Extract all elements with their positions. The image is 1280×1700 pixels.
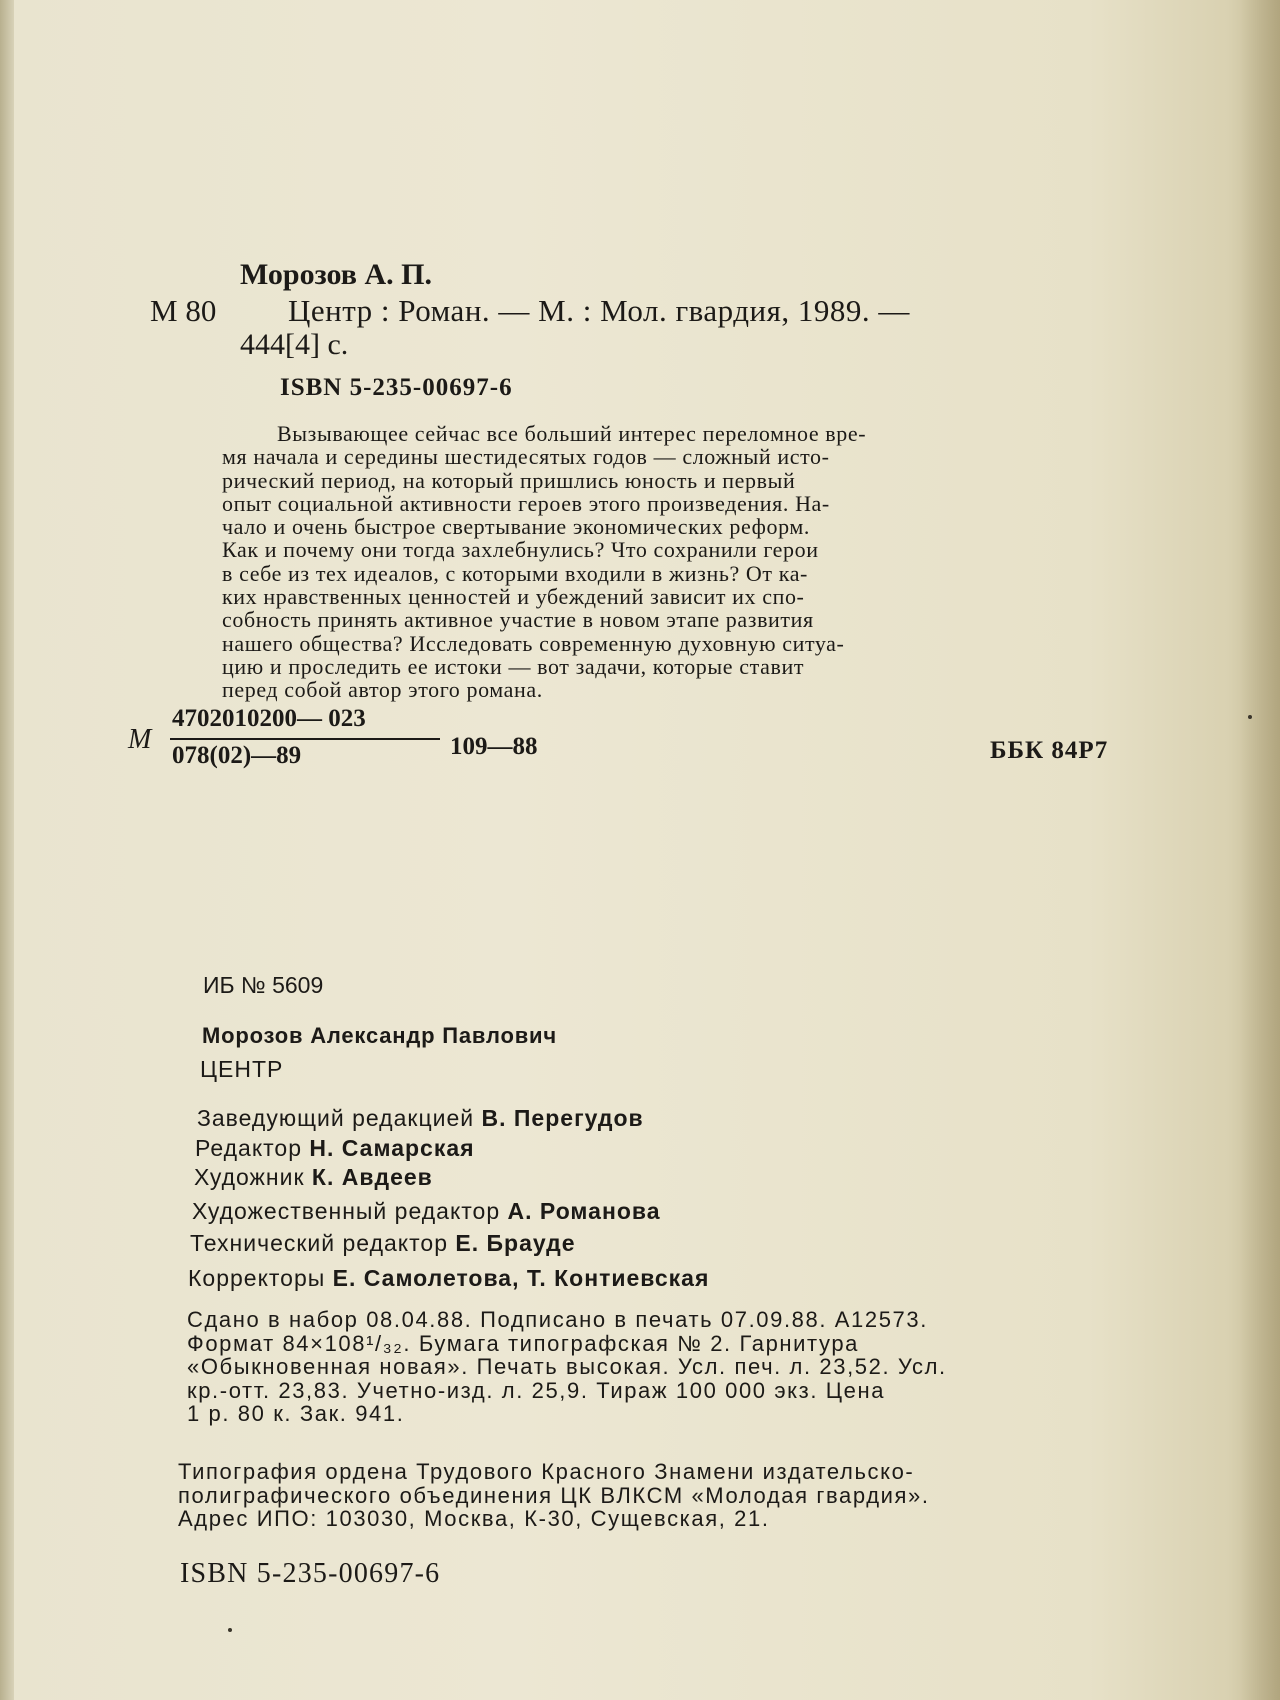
credit-line	[190, 1230, 576, 1257]
annotation-line: нашего общества? Исследовать современную духовную ситуа-	[222, 630, 845, 656]
imprint-line: кр.-отт. 23,83. Учетно-изд. л. 25,9. Тираж 100 000 экз. Цена	[187, 1377, 886, 1403]
annotation-line: в себе из тех идеалов, с которыми входили в жизнь? От ка-	[222, 560, 808, 586]
classification-letter: М	[128, 724, 152, 755]
credit-line	[192, 1198, 661, 1225]
credit-name: В. Перегудов	[481, 1105, 644, 1131]
credit-role: Технический редактор	[190, 1230, 448, 1256]
classification-code: 109—88	[450, 733, 538, 760]
page-spine-shadow	[0, 0, 14, 1700]
paper-speck	[1248, 715, 1252, 719]
credit-name: Е. Брауде	[455, 1230, 576, 1256]
credit-line	[194, 1164, 433, 1191]
printer-block	[178, 1460, 1168, 1531]
credit-name: К. Авдеев	[311, 1164, 433, 1190]
annotation-line: перед собой автор этого романа.	[222, 677, 543, 703]
annotation-line: опыт социальной активности героев этого произведения. На-	[222, 490, 830, 516]
credit-line	[197, 1105, 644, 1132]
credit-name: Н. Самарская	[309, 1135, 475, 1161]
bibliographic-title-line: Центр : Роман. — М. : Мол. гвардия, 1989. —	[288, 293, 910, 328]
credit-name: Е. Самолетова, Т. Контиевская	[332, 1265, 710, 1291]
page-count: 444[4] с.	[240, 328, 349, 361]
author-full-name: Морозов Александр Павлович	[202, 1023, 557, 1048]
isbn-bottom: ISBN 5-235-00697-6	[180, 1558, 441, 1589]
ib-number: ИБ № 5609	[203, 972, 324, 998]
annotation-line: Вызывающее сейчас все больший интерес переломное вре-	[277, 421, 867, 446]
imprint-line: «Обыкновенная новая». Печать высокая. Усл. печ. л. 23,52. Усл.	[187, 1354, 947, 1379]
credit-role: Художественный редактор	[192, 1198, 501, 1224]
credit-name: А. Романова	[507, 1198, 661, 1224]
author-name: Морозов А. П.	[240, 258, 432, 291]
isbn-top: ISBN 5-235-00697-6	[280, 374, 513, 401]
annotation-line: ких нравственных ценностей и убеждений зависит их спо-	[222, 584, 805, 610]
book-title: ЦЕНТР	[200, 1056, 284, 1082]
paper-speck	[228, 1628, 232, 1632]
page-edge-shadow	[1240, 0, 1280, 1700]
annotation-line: цию и проследить ее истоки — вот задачи, которые ставит	[222, 653, 805, 679]
classification-denominator: 078(02)—89	[172, 742, 302, 769]
annotation-line: собность принять активное участие в новом этапе развития	[222, 607, 814, 633]
credit-role: Редактор	[195, 1135, 303, 1161]
credit-role: Художник	[194, 1164, 305, 1190]
catalog-index: М 80	[150, 293, 217, 328]
imprint-line: Сдано в набор 08.04.88. Подписано в печать 07.09.88. А12573.	[187, 1307, 928, 1332]
credit-role: Заведующий редакцией	[197, 1105, 475, 1131]
annotation-line: Как и почему они тогда захлебнулись? Что сохранили герои	[222, 537, 819, 563]
imprint-line: Формат 84×108¹/₃₂. Бумага типографская № 2. Гарнитура	[187, 1330, 859, 1356]
annotation-paragraph	[222, 422, 1132, 702]
credit-line	[188, 1265, 709, 1292]
printer-line: полиграфического объединения ЦК ВЛКСМ «Молодая гвардия».	[178, 1482, 930, 1508]
annotation-line: чало и очень быстрое свертывание экономических реформ.	[222, 514, 811, 540]
imprint-line: 1 р. 80 к. Зак. 941.	[187, 1401, 405, 1426]
credit-role: Корректоры	[188, 1265, 326, 1291]
bbk-code: ББК 84Р7	[990, 737, 1109, 764]
fraction-line	[170, 738, 440, 740]
classification-numerator: 4702010200— 023	[172, 705, 366, 732]
annotation-line: мя начала и середины шестидесятых годов — сложный исто-	[222, 444, 830, 470]
printer-line: Адрес ИПО: 103030, Москва, К-30, Сущевская, 21.	[178, 1506, 770, 1531]
imprint-block	[187, 1308, 1157, 1426]
printer-line: Типография ордена Трудового Красного Знамени издательско-	[178, 1459, 915, 1484]
annotation-line: рический период, на который пришлись юность и первый	[222, 467, 796, 493]
credit-line	[195, 1135, 475, 1162]
